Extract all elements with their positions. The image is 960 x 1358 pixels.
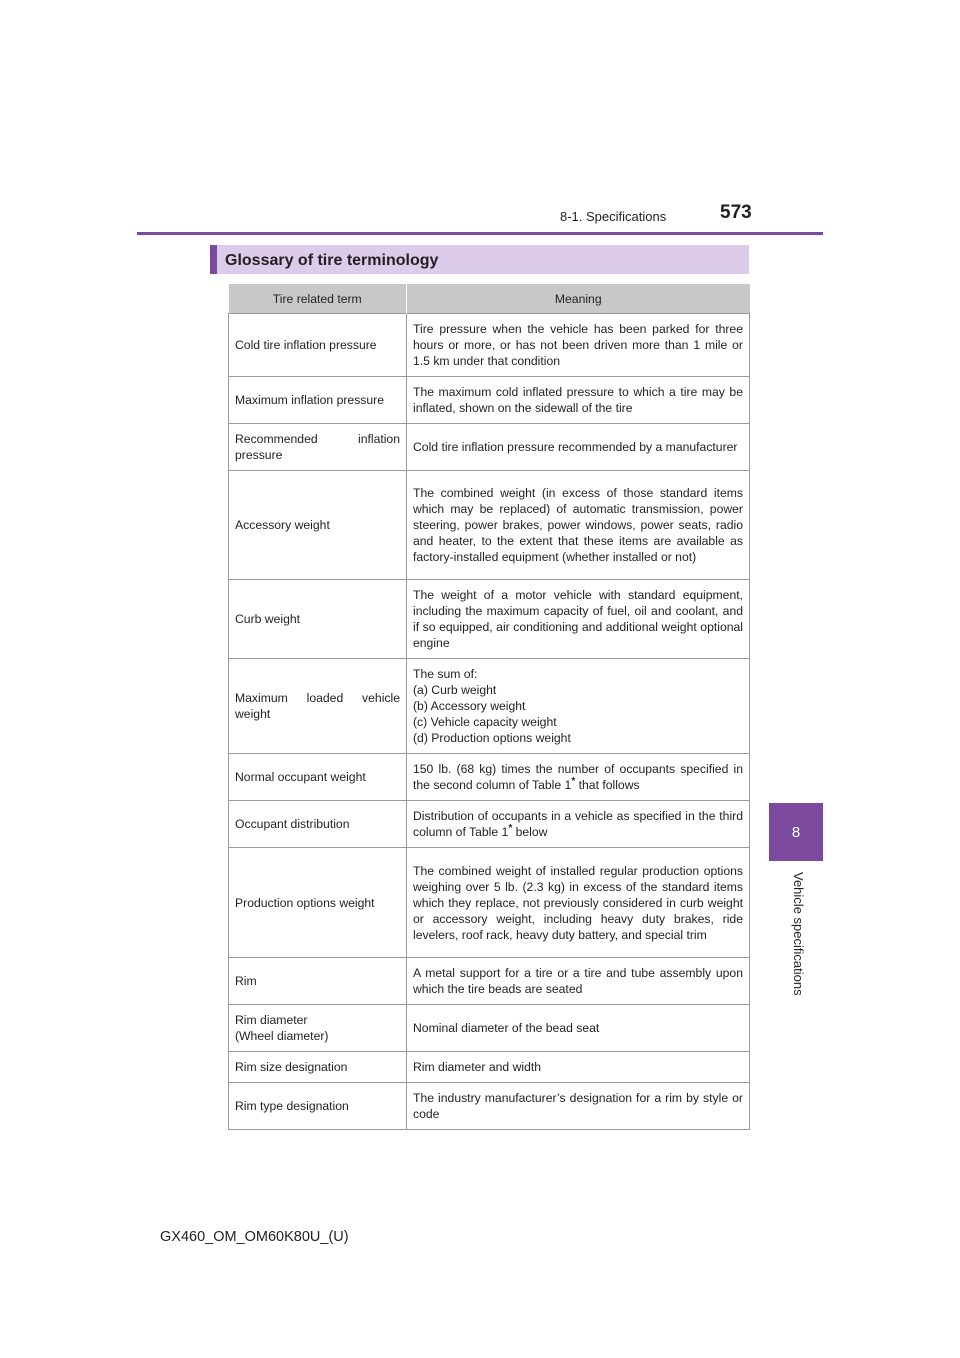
term-cell: Curb weight	[229, 580, 407, 659]
table-row	[229, 314, 750, 377]
table-row	[229, 801, 750, 848]
table-row	[229, 1083, 750, 1130]
term-cell: Occupant distribution	[229, 801, 407, 848]
column-header-meaning: Meaning	[407, 284, 750, 314]
footnote-marker: *	[571, 775, 576, 787]
meaning-cell: A metal support for a tire or a tire and tube assembly upon which the tire beads are seated	[407, 958, 750, 1005]
table-row	[229, 377, 750, 424]
meaning-cell: Nominal diameter of the bead seat	[407, 1005, 750, 1052]
page-number: 573	[720, 202, 752, 223]
table-row	[229, 659, 750, 754]
term-cell: Rim size designation	[229, 1052, 407, 1083]
meaning-cell	[407, 801, 750, 848]
meaning-text-tail: below	[512, 825, 548, 839]
meaning-cell: The combined weight of installed regular production options weighing over 5 lb. (2.3 kg) in excess of the standard items which they replace, not previously considered in curb weight or accessory weight, including heavy duty brakes, ride levelers, roof rack, heavy duty battery, and special trim	[407, 848, 750, 958]
table-row	[229, 848, 750, 958]
term-cell: Rim diameter (Wheel diameter)	[229, 1005, 407, 1052]
chapter-number: 8	[791, 823, 801, 841]
table-row	[229, 1005, 750, 1052]
term-cell: Normal occupant weight	[229, 754, 407, 801]
meaning-text: 150 lb. (68 kg) times the number of occupants specified in the second column of Table 1	[413, 762, 743, 792]
section-heading: 8-1. Specifications	[560, 209, 667, 224]
chapter-title: Vehicle specifications	[791, 872, 806, 996]
meaning-cell: The weight of a motor vehicle with standard equipment, including the maximum capacity of fuel, oil and coolant, and if so equipped, air conditioning and additional weight optional engine	[407, 580, 750, 659]
meaning-cell	[407, 754, 750, 801]
meaning-cell: Rim diameter and width	[407, 1052, 750, 1083]
document-code: GX460_OM_OM60K80U_(U)	[160, 1229, 349, 1245]
term-cell: Cold tire inflation pressure	[229, 314, 407, 377]
table-row	[229, 958, 750, 1005]
glossary-table	[228, 284, 750, 1130]
table-header-row	[229, 284, 750, 314]
meaning-cell: The combined weight (in excess of those standard items which may be replaced) of automatic transmission, power steering, power brakes, power windows, power seats, radio and heater, to the extent that these items are available as factory-installed equipment (whether installed or not)	[407, 471, 750, 580]
table-row	[229, 1052, 750, 1083]
chapter-tab	[769, 803, 823, 861]
term-cell: Recommended inflation pressure	[229, 424, 407, 471]
table-row	[229, 471, 750, 580]
term-cell: Accessory weight	[229, 471, 407, 580]
table-row	[229, 580, 750, 659]
term-cell: Maximum loaded vehicle weight	[229, 659, 407, 754]
column-header-term: Tire related term	[229, 284, 407, 314]
meaning-cell: The sum of: (a) Curb weight (b) Accessory weight (c) Vehicle capacity weight (d) Production options weight	[407, 659, 750, 754]
table-row	[229, 754, 750, 801]
meaning-cell: Tire pressure when the vehicle has been parked for three hours or more, or has not been driven more than 1 mile or 1.5 km under that condition	[407, 314, 750, 377]
meaning-cell: The industry manufacturer’s designation for a rim by style or code	[407, 1083, 750, 1130]
meaning-cell: The maximum cold inflated pressure to which a tire may be inflated, shown on the sidewall of the tire	[407, 377, 750, 424]
term-cell: Rim type designation	[229, 1083, 407, 1130]
meaning-text: Distribution of occupants in a vehicle as specified in the third column of Table 1	[413, 809, 743, 839]
section-title: Glossary of tire terminology	[210, 245, 749, 274]
term-cell: Production options weight	[229, 848, 407, 958]
table-row	[229, 424, 750, 471]
meaning-text-tail: that follows	[575, 778, 640, 792]
meaning-cell: Cold tire inflation pressure recommended by a manufacturer	[407, 424, 750, 471]
footnote-marker: *	[508, 822, 513, 834]
header-divider	[137, 232, 823, 235]
term-cell: Maximum inflation pressure	[229, 377, 407, 424]
term-cell: Rim	[229, 958, 407, 1005]
